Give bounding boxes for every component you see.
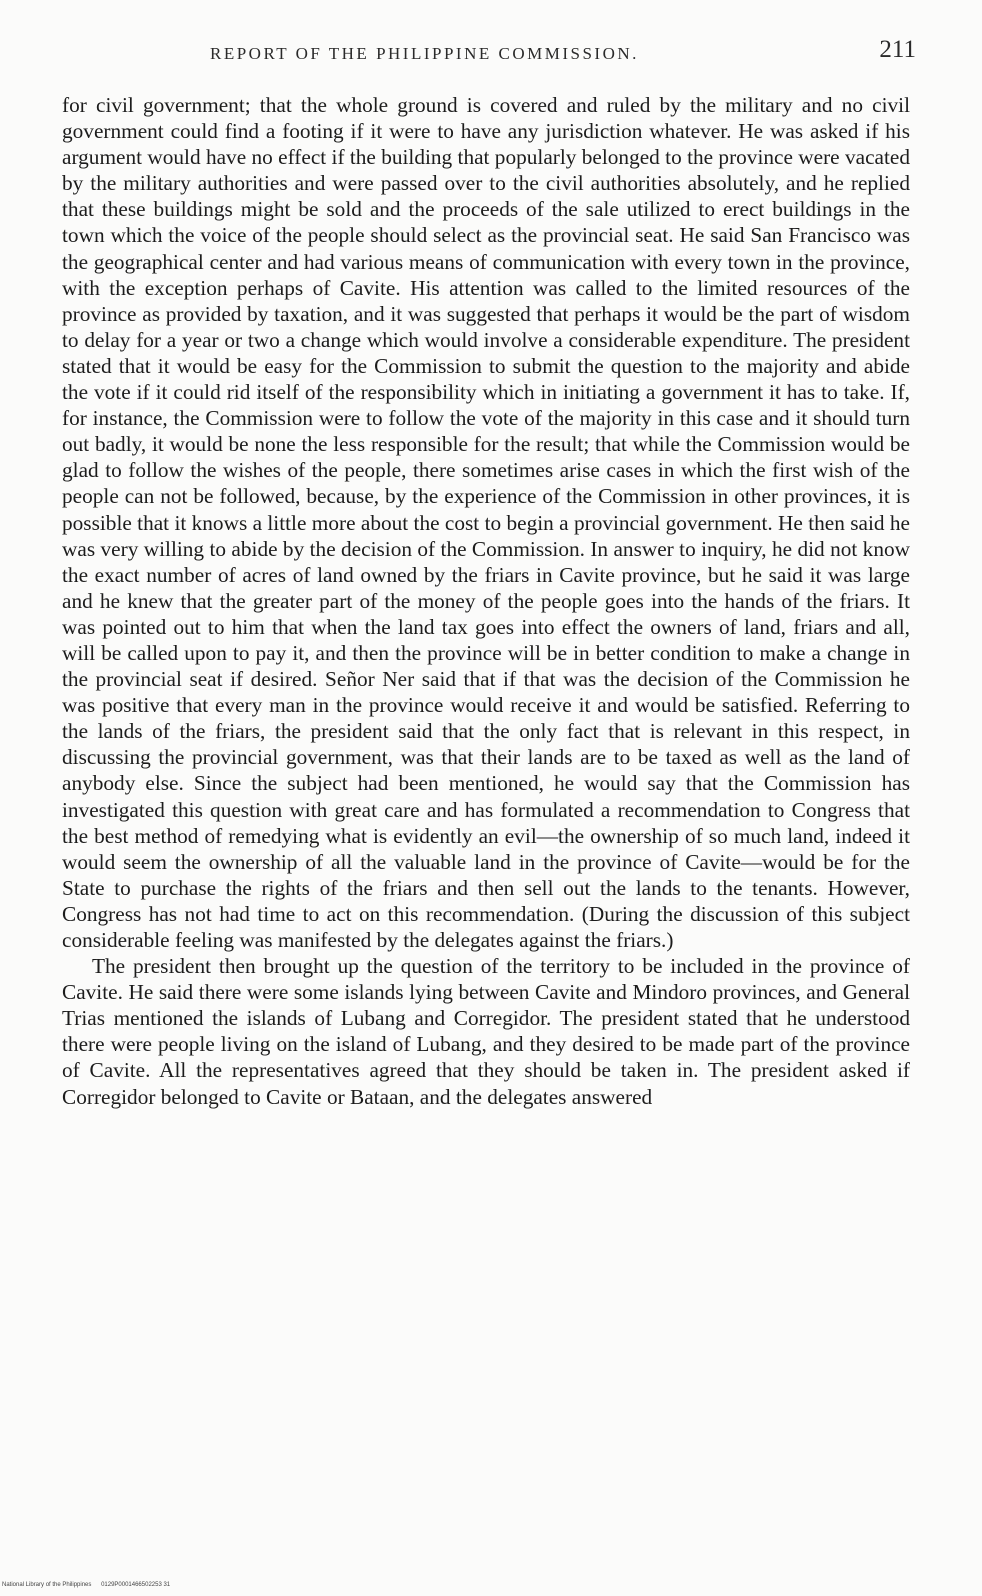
page-number: 211: [879, 36, 916, 63]
running-head: REPORT OF THE PHILIPPINE COMMISSION.: [210, 44, 639, 63]
scan-footer: [2, 1582, 170, 1588]
body-text: [62, 92, 910, 1110]
library-credit: National Library of the Philippines: [2, 1582, 92, 1588]
scan-id: 0129P0001466502253 31: [101, 1582, 171, 1588]
paragraph: The president then brought up the question of the territory to be included in the province of Cavite. He said there were some islands lying between Cavite and Mindoro provinces, and General Trias mentioned the islands of Lubang and Corregidor. The president stated that he understood there were people living on the island of Lubang, and they desired to be made part of the province of Cavite. All the representatives agreed that they should be taken in. The president asked if Corregidor belonged to Cavite or Bataan, and the delegates answered: [62, 954, 910, 1109]
paragraph: for civil government; that the whole ground is covered and ruled by the military and no civil government could find a footing if it were to have any jurisdiction whatever. He was asked if his argument would have no effect if the building that popularly belonged to the province were vacated by the military authorities and were passed over to the civil authorities absolutely, and he replied that these buildings might be sold and the proceeds of the sale utilized to erect buildings in the town which the voice of the people should select as the provincial seat. He said San Francisco was the geographical center and had various means of communication with every town in the province, with the exception perhaps of Cavite. His attention was called to the limited resources of the province as provided by taxation, and it was suggested that perhaps it would be the part of wisdom to delay for a year or two a change which would involve a considerable expenditure. The president stated that it would be easy for the Commission to submit the question to the majority and abide the vote if it could rid itself of the responsibility which in initiating a government it has to take. If, for instance, the Commission were to follow the vote of the majority in this case and it should turn out badly, it would be none the less responsible for the result; that while the Commission would be glad to follow the wishes of the people, there sometimes arise cases in which the first wish of the people can not be followed, because, by the experience of the Commission in other provinces, it is possible that it knows a little more about the cost to begin a provincial government. He then said he was very willing to abide by the decision of the Commission. In answer to inquiry, he did not know the exact number of acres of land owned by the friars in Cavite province, but he said it was large and he knew that the greater part of the money of the people goes into the hands of the friars. It was pointed out to him that when the land tax goes into effect the owners of land, friars and all, will be called upon to pay it, and then the province will be in better condition to make a change in the provincial seat if desired. Señor Ner said that if that was the decision of the Commission he was positive that every man in the province would receive it and would be satisfied. Referring to the lands of the friars, the president said that the only fact that is relevant in this respect, in discussing the provincial government, was that their lands are to be taxed as well as the land of anybody else. Since the subject had been mentioned, he would say that the Commission has investigated this question with great care and has formulated a recommendation to Congress that the best method of remedying what is evidently an evil—the ownership of so much land, indeed it would seem the ownership of all the valuable land in the province of Cavite—would be for the State to purchase the rights of the friars and then sell out the lands to the tenants. However, Congress has not had time to act on this recommendation. (During the discussion of this subject considerable feeling was manifested by the delegates against the friars.): [62, 93, 910, 952]
page-header: [62, 34, 916, 70]
